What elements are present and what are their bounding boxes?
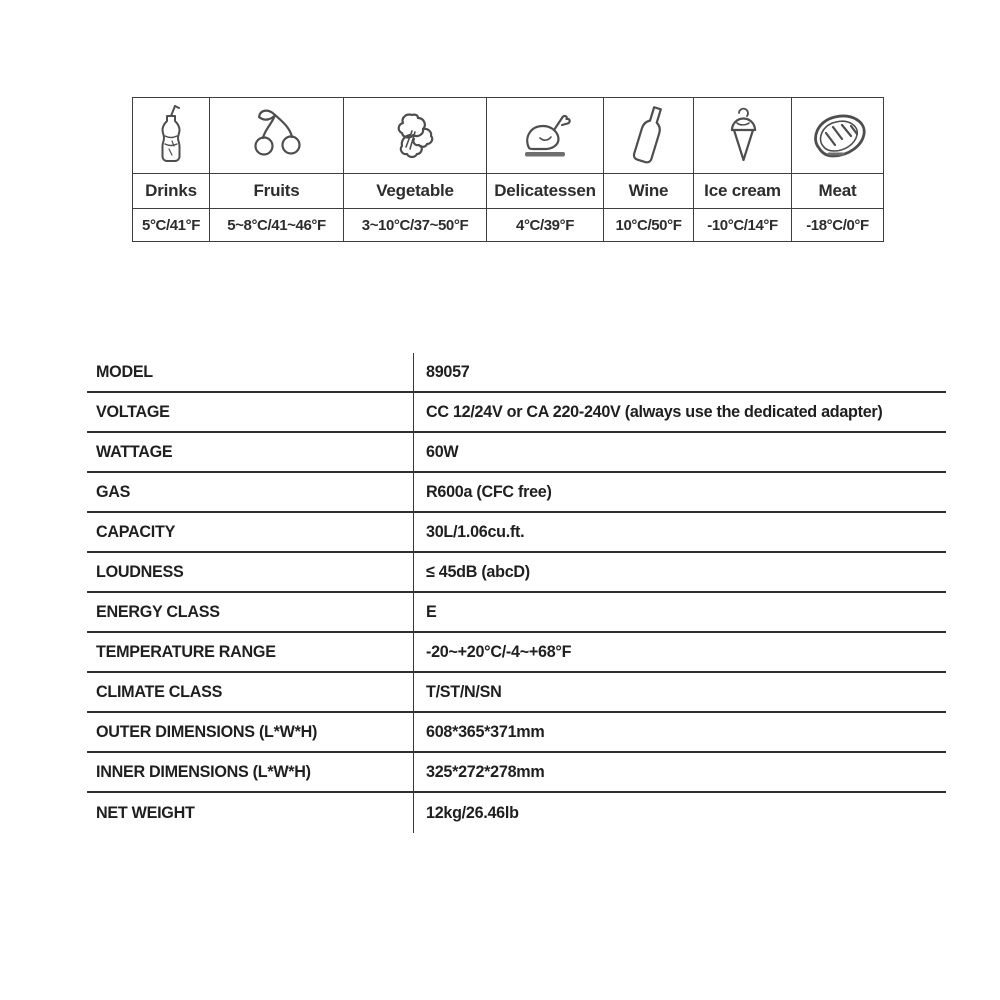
specification-table bbox=[87, 353, 946, 833]
food-temp-value: 10°C/50°F bbox=[615, 216, 682, 234]
roast-chicken-icon bbox=[512, 105, 578, 167]
spec-value: -20~+20°C/-4~+68°F bbox=[426, 642, 572, 661]
food-name-cell bbox=[344, 174, 487, 209]
spec-row-model bbox=[87, 353, 946, 393]
spec-label: CLIMATE CLASS bbox=[96, 682, 223, 701]
spec-value-cell bbox=[413, 593, 946, 631]
spec-value-cell bbox=[413, 673, 946, 711]
spec-value-cell bbox=[413, 633, 946, 671]
food-icon-cell-ice-cream bbox=[694, 98, 792, 174]
food-temp-value: 3~10°C/37~50°F bbox=[361, 216, 469, 234]
spec-label-cell bbox=[87, 393, 413, 431]
spec-value: CC 12/24V or CA 220-240V (always use the dedicated adapter) bbox=[426, 402, 883, 421]
spec-value-cell bbox=[413, 393, 946, 431]
spec-value-cell bbox=[413, 473, 946, 511]
spec-label: NET WEIGHT bbox=[96, 803, 195, 822]
spec-label: INNER DIMENSIONS (L*W*H) bbox=[96, 762, 311, 781]
spec-label: GAS bbox=[96, 482, 131, 501]
spec-value: 12kg/26.46lb bbox=[426, 803, 519, 822]
spec-label-cell bbox=[87, 593, 413, 631]
food-name-label: Fruits bbox=[253, 181, 300, 200]
spec-row-outer-dimensions bbox=[87, 713, 946, 753]
spec-label-cell bbox=[87, 353, 413, 391]
spec-label: CAPACITY bbox=[96, 522, 176, 541]
spec-row-temperature-range bbox=[87, 633, 946, 673]
food-temperature-table bbox=[132, 97, 884, 242]
spec-value-cell bbox=[413, 553, 946, 591]
spec-row-voltage bbox=[87, 393, 946, 433]
food-temp-cell bbox=[133, 209, 210, 241]
food-temp-cell bbox=[792, 209, 883, 241]
spec-value: ≤ 45dB (abcD) bbox=[426, 562, 530, 581]
spec-label: ENERGY CLASS bbox=[96, 602, 220, 621]
spec-label-cell bbox=[87, 673, 413, 711]
food-icon-cell-drinks bbox=[133, 98, 210, 174]
spec-label-cell bbox=[87, 473, 413, 511]
food-name-label: Meat bbox=[818, 181, 857, 200]
food-temp-cell bbox=[210, 209, 344, 241]
food-icon-cell-delicatessen bbox=[487, 98, 604, 174]
food-temp-value: 5°C/41°F bbox=[142, 216, 200, 234]
food-temp-cell bbox=[487, 209, 604, 241]
spec-value-cell bbox=[413, 753, 946, 791]
spec-label-cell bbox=[87, 553, 413, 591]
food-name-label: Ice cream bbox=[704, 181, 781, 200]
food-temp-cell bbox=[694, 209, 792, 241]
spec-label-cell bbox=[87, 433, 413, 471]
food-name-cell bbox=[133, 174, 210, 209]
food-name-label: Vegetable bbox=[376, 181, 454, 200]
spec-label-cell bbox=[87, 513, 413, 551]
spec-value: 89057 bbox=[426, 362, 470, 381]
food-icon-cell-vegetable bbox=[344, 98, 487, 174]
food-icon-cell-fruits bbox=[210, 98, 344, 174]
spec-row-net-weight bbox=[87, 793, 946, 833]
spec-value: E bbox=[426, 602, 437, 621]
food-name-cell bbox=[694, 174, 792, 209]
spec-row-climate-class bbox=[87, 673, 946, 713]
spec-value-cell bbox=[413, 353, 946, 391]
spec-value-cell bbox=[413, 513, 946, 551]
spec-row-capacity bbox=[87, 513, 946, 553]
cherries-icon bbox=[245, 104, 309, 168]
spec-value: R600a (CFC free) bbox=[426, 482, 552, 501]
spec-label: MODEL bbox=[96, 362, 153, 381]
food-temp-cell bbox=[344, 209, 487, 241]
spec-value-cell bbox=[413, 433, 946, 471]
food-temp-value: -10°C/14°F bbox=[707, 216, 778, 234]
food-temp-value: 4°C/39°F bbox=[516, 216, 574, 234]
spec-row-inner-dimensions bbox=[87, 753, 946, 793]
food-name-cell bbox=[792, 174, 883, 209]
spec-value: T/ST/N/SN bbox=[426, 682, 502, 701]
food-icon-cell-wine bbox=[604, 98, 694, 174]
wine-bottle-icon bbox=[620, 103, 678, 169]
spec-value-cell bbox=[413, 793, 946, 833]
spec-row-loudness bbox=[87, 553, 946, 593]
spec-value-cell bbox=[413, 713, 946, 751]
spec-row-wattage bbox=[87, 433, 946, 473]
spec-label-cell bbox=[87, 753, 413, 791]
food-temp-value: -18°C/0°F bbox=[806, 216, 869, 234]
spec-label: OUTER DIMENSIONS (L*W*H) bbox=[96, 722, 318, 741]
broccoli-icon bbox=[382, 105, 448, 167]
food-temp-cell bbox=[604, 209, 694, 241]
food-name-label: Delicatessen bbox=[494, 181, 596, 200]
food-temp-value: 5~8°C/41~46°F bbox=[227, 216, 326, 234]
food-icon-cell-meat bbox=[792, 98, 883, 174]
food-name-label: Drinks bbox=[145, 181, 197, 200]
spec-value: 608*365*371mm bbox=[426, 722, 545, 741]
spec-row-energy-class bbox=[87, 593, 946, 633]
spec-label-cell bbox=[87, 713, 413, 751]
drinks-bottle-icon bbox=[148, 103, 194, 169]
spec-value: 325*272*278mm bbox=[426, 762, 545, 781]
spec-label: LOUDNESS bbox=[96, 562, 184, 581]
spec-label: TEMPERATURE RANGE bbox=[96, 642, 276, 661]
food-name-cell bbox=[487, 174, 604, 209]
food-name-label: Wine bbox=[628, 181, 669, 200]
spec-label: VOLTAGE bbox=[96, 402, 170, 421]
food-name-cell bbox=[604, 174, 694, 209]
spec-value: 60W bbox=[426, 442, 459, 461]
spec-label-cell bbox=[87, 633, 413, 671]
ice-cream-cone-icon bbox=[716, 104, 770, 168]
steak-icon bbox=[805, 106, 871, 166]
food-name-cell bbox=[210, 174, 344, 209]
spec-label-cell bbox=[87, 793, 413, 833]
spec-row-gas bbox=[87, 473, 946, 513]
spec-value: 30L/1.06cu.ft. bbox=[426, 522, 525, 541]
spec-label: WATTAGE bbox=[96, 442, 173, 461]
